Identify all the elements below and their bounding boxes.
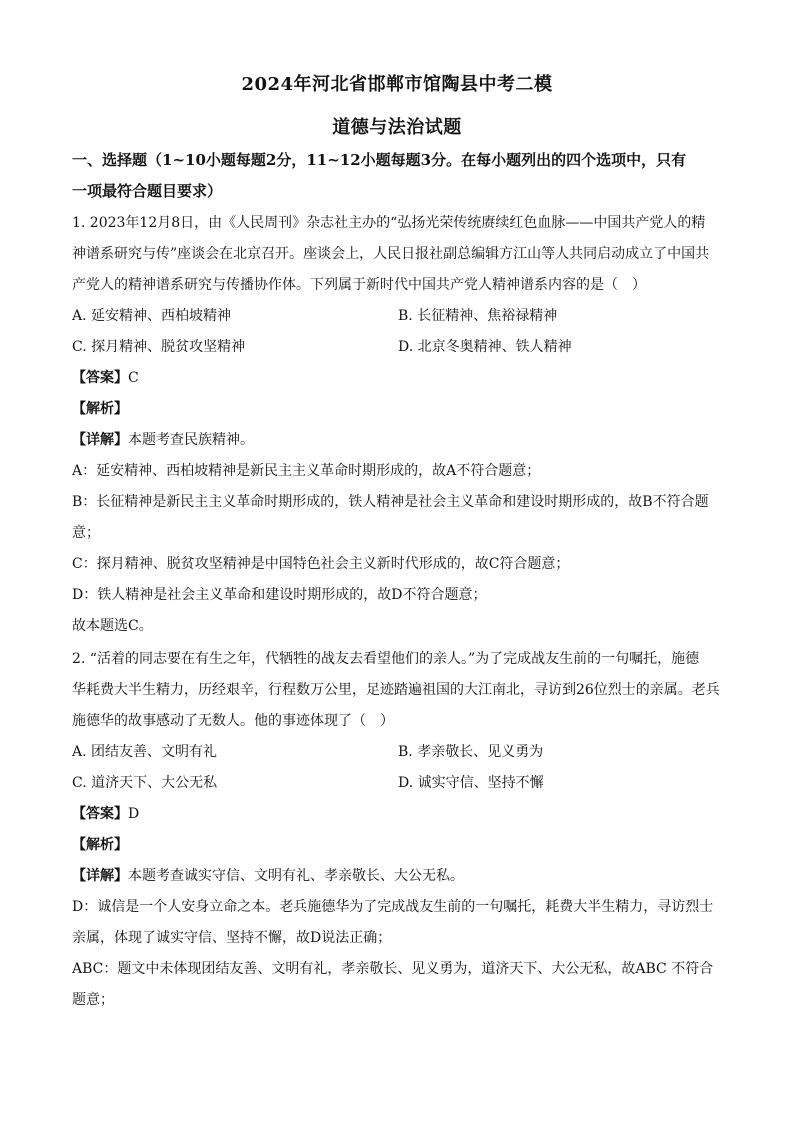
q2-stem-line-3: 施德华的故事感动了无数人。他的事迹体现了（ ） [72,713,394,729]
exam-subtitle: 道德与法治试题 [332,117,462,138]
exam-title: 2024年河北省邯郸市馆陶县中考二模 [241,74,553,95]
q1-detail-line [72,430,722,450]
q1-explain-b-1: B：长征精神是新民主主义革命时期形成的，铁人精神是社会主义革命和建设时期形成的，故B不符合题 [72,494,709,510]
section-heading-line-1: 一、选择题（1~10小题每题2分，11~12小题每题3分。在每小题列出的四个选项中，只有 [72,151,687,169]
section-heading-line-2: 一项最符合题目要求） [72,182,223,200]
q2-explain-d-2: 亲属，体现了诚实守信、坚持不懈，故D说法正确； [72,930,392,946]
q2-stem-line-1: 2. “活着的同志要在有生之年，代牺牲的战友去看望他们的亲人。”为了完成战友生前的一句嘱托，施德 [72,651,700,667]
q2-analysis-tag: 【解析】 [72,837,128,853]
q1-stem-line-2: 神谱系研究与传”座谈会在北京召开。座谈会上，人民日报社副总编辑方江山等人共同启动成立了中国共 [72,246,710,262]
q1-explain-c: C：探月精神、脱贫攻坚精神是中国特色社会主义新时代形成的，故C符合题意； [72,556,570,572]
q2-answer-tag: 【答案】 [72,806,128,822]
q2-option-d: D. 诚实守信、坚持不懈 [398,775,544,791]
q2-option-a: A. 团结友善、文明有礼 [72,744,218,760]
q1-analysis-tag: 【解析】 [72,401,128,417]
q1-detail-tag: 【详解】 [72,432,128,448]
q1-stem-line-1: 1. 2023年12月8日，由《人民周刊》杂志社主办的“弘扬光荣传统赓续红色血脉——中国共产党人的精 [72,215,706,231]
q1-option-d: D. 北京冬奥精神、铁人精神 [398,339,572,355]
q1-answer-line [72,368,722,388]
q1-explain-b-2: 意； [72,525,100,541]
q1-stem-line-3: 产党人的精神谱系研究与传播协作体。下列属于新时代中国共产党人精神谱系内容的是（ ） [72,277,646,293]
q2-analysis-line [72,835,722,855]
q1-conclusion: 故本题选C。 [72,618,153,634]
q1-option-b: B. 长征精神、焦裕禄精神 [398,308,558,324]
q1-option-a: A. 延安精神、西柏坡精神 [72,308,232,324]
q2-explain-abc-2: 题意； [72,992,114,1008]
q2-explain-abc-1: ABC：题文中未体现团结友善、文明有礼，孝亲敬长、见义勇为，道济天下、大公无私，故ABC 不符合 [72,961,714,977]
q1-explain-a: A：延安精神、西柏坡精神是新民主主义革命时期形成的，故A不符合题意； [72,463,541,479]
q2-option-b: B. 孝亲敬长、见义勇为 [398,744,544,760]
q1-answer-value: C [128,370,139,386]
q1-option-c: C. 探月精神、脱贫攻坚精神 [72,339,246,355]
q2-detail-tag: 【详解】 [72,868,128,884]
q2-detail-line [72,866,722,886]
q2-answer-line [72,804,722,824]
q2-option-c: C. 道济天下、大公无私 [72,775,218,791]
q1-detail-text: 本题考查民族精神。 [128,432,254,448]
q1-analysis-line [72,399,722,419]
q1-explain-d: D：铁人精神是社会主义革命和建设时期形成的，故D不符合题意； [72,587,487,603]
q2-explain-d-1: D：诚信是一个人安身立命之本。老兵施德华为了完成战友生前的一句嘱托，耗费大半生精力，寻访烈士 [72,899,714,915]
q2-stem-line-2: 华耗费大半生精力，历经艰辛，行程数万公里，足迹踏遍祖国的大江南北，寻访到26位烈士的亲属。老兵 [72,682,720,698]
q2-answer-value: D [128,806,140,822]
q2-detail-text: 本题考查诚实守信、文明有礼、孝亲敬长、大公无私。 [128,868,464,884]
q1-answer-tag: 【答案】 [72,370,128,386]
